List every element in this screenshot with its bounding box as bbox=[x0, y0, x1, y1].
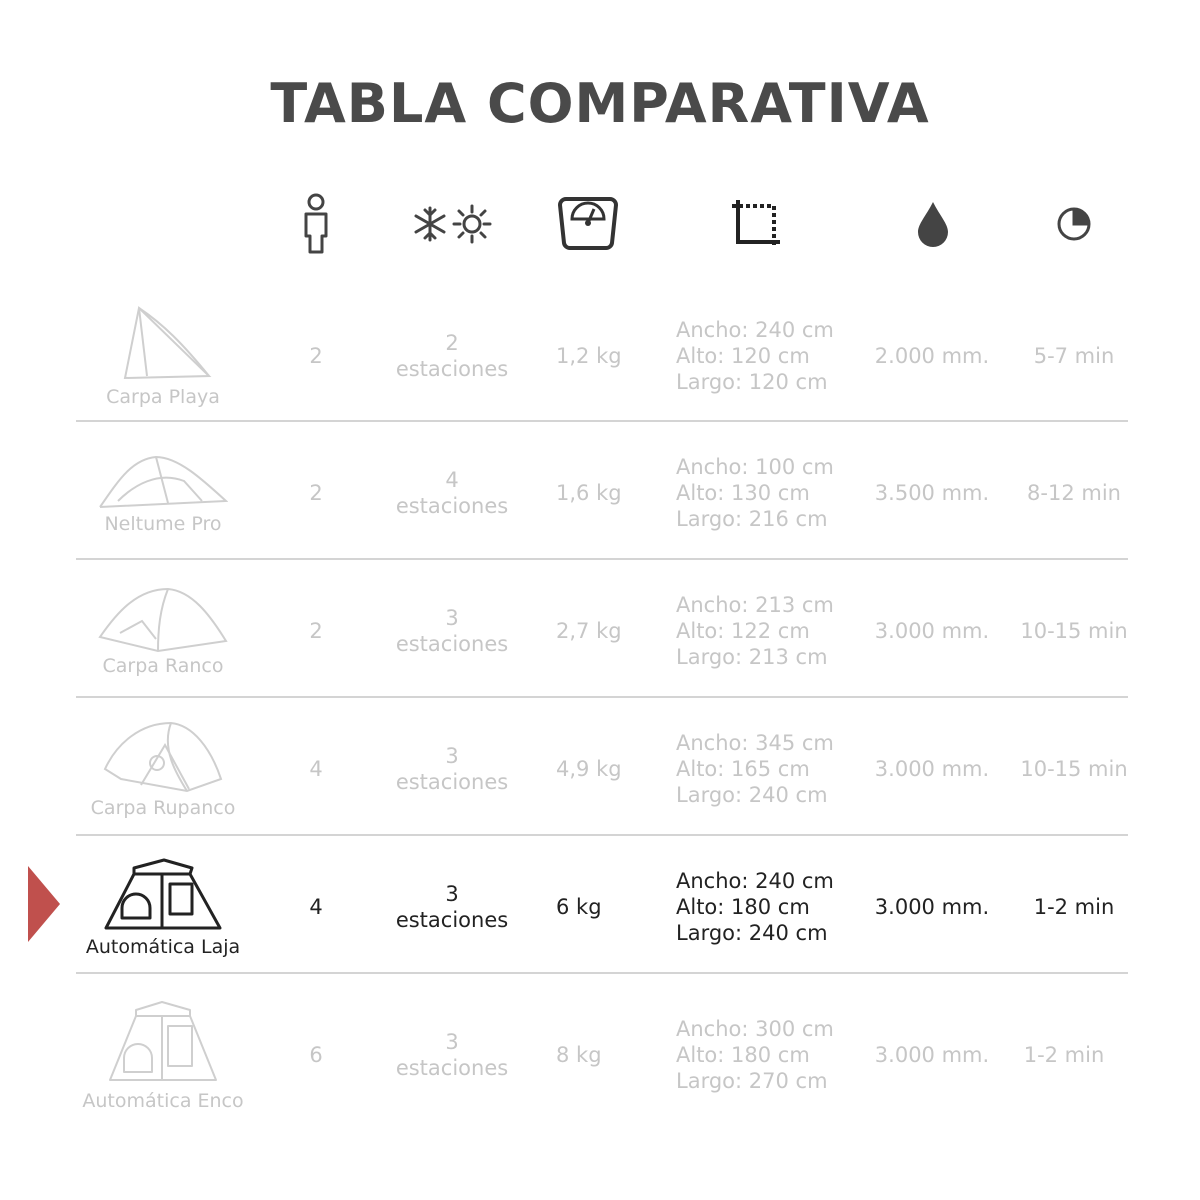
person-icon bbox=[300, 192, 332, 256]
tent-icon bbox=[101, 719, 225, 795]
dimensions-cell bbox=[676, 570, 856, 692]
waterproof-cell bbox=[862, 570, 1002, 692]
width-value: Ancho: 300 cm bbox=[676, 1017, 834, 1041]
waterproof-value: 3.000 mm. bbox=[874, 1043, 990, 1067]
tent-name: Automática Enco bbox=[82, 1090, 244, 1112]
seasons-number: 2 bbox=[445, 331, 459, 355]
persons-cell bbox=[286, 570, 346, 692]
waterproof-value: 3.500 mm. bbox=[874, 481, 990, 505]
seasons-label: estaciones bbox=[395, 632, 509, 656]
scale-icon bbox=[558, 195, 618, 251]
seasons-number: 4 bbox=[445, 468, 459, 492]
tent-cell bbox=[70, 986, 256, 1124]
tent-name: Carpa Playa bbox=[106, 386, 220, 408]
length-value: Largo: 213 cm bbox=[676, 645, 828, 669]
tent-cell bbox=[70, 846, 256, 968]
row-divider bbox=[76, 834, 1128, 836]
row-divider bbox=[76, 558, 1128, 560]
setup-time-cell bbox=[1014, 296, 1134, 416]
tent-name: Automática Laja bbox=[85, 936, 241, 958]
waterproof-cell bbox=[862, 986, 1002, 1124]
seasons-cell bbox=[380, 570, 524, 692]
tent-icon bbox=[113, 304, 213, 384]
dimensions-cell bbox=[676, 846, 856, 968]
waterproof-cell bbox=[862, 846, 1002, 968]
width-value: Ancho: 240 cm bbox=[676, 318, 834, 342]
seasons-cell bbox=[380, 986, 524, 1124]
length-value: Largo: 120 cm bbox=[676, 370, 828, 394]
persons-cell bbox=[286, 986, 346, 1124]
row-divider bbox=[76, 420, 1128, 422]
waterproof-value: 3.000 mm. bbox=[874, 895, 990, 919]
persons-cell bbox=[286, 846, 346, 968]
table-row bbox=[0, 432, 1200, 554]
weight-value: 6 kg bbox=[556, 895, 602, 919]
seasons-cell bbox=[380, 296, 524, 416]
weight-value: 1,2 kg bbox=[556, 344, 622, 368]
height-value: Alto: 180 cm bbox=[676, 895, 810, 919]
weight-value: 2,7 kg bbox=[556, 619, 622, 643]
setup-time-cell bbox=[1014, 570, 1134, 692]
tent-name: Neltume Pro bbox=[104, 513, 222, 535]
seasons-cell bbox=[380, 846, 524, 968]
page-title: TABLA COMPARATIVA bbox=[270, 72, 930, 135]
weight-value: 1,6 kg bbox=[556, 481, 622, 505]
persons-value: 2 bbox=[309, 619, 323, 643]
setup-time-value: 8-12 min bbox=[1027, 481, 1121, 505]
dimensions-cell bbox=[676, 708, 856, 830]
length-value: Largo: 270 cm bbox=[676, 1069, 828, 1093]
seasons-number: 3 bbox=[445, 606, 459, 630]
weight-cell bbox=[556, 846, 666, 968]
seasons-number: 3 bbox=[445, 1030, 459, 1054]
setup-time-value: 1-2 min bbox=[1023, 1043, 1105, 1067]
row-divider bbox=[76, 696, 1128, 698]
waterproof-value: 3.000 mm. bbox=[874, 757, 990, 781]
waterproof-value: 3.000 mm. bbox=[874, 619, 990, 643]
seasons-label: estaciones bbox=[395, 770, 509, 794]
seasons-label: estaciones bbox=[395, 357, 509, 381]
row-divider bbox=[76, 972, 1128, 974]
setup-time-cell bbox=[1014, 708, 1134, 830]
seasons-cell bbox=[380, 432, 524, 554]
dimensions-cell bbox=[676, 296, 856, 416]
dimensions-cell bbox=[676, 432, 856, 554]
persons-value: 4 bbox=[309, 895, 323, 919]
table-row bbox=[0, 296, 1200, 416]
water-drop-icon bbox=[916, 200, 950, 248]
setup-time-cell bbox=[1014, 432, 1134, 554]
seasons-cell bbox=[380, 708, 524, 830]
height-value: Alto: 122 cm bbox=[676, 619, 810, 643]
table-row bbox=[0, 986, 1200, 1124]
width-value: Ancho: 345 cm bbox=[676, 731, 834, 755]
tent-cell bbox=[70, 296, 256, 416]
setup-time-value: 10-15 min bbox=[1020, 619, 1128, 643]
tent-name: Carpa Rupanco bbox=[90, 797, 236, 819]
seasons-label: estaciones bbox=[395, 494, 509, 518]
persons-cell bbox=[286, 708, 346, 830]
persons-value: 2 bbox=[309, 344, 323, 368]
width-value: Ancho: 100 cm bbox=[676, 455, 834, 479]
dimensions-cell bbox=[676, 986, 856, 1124]
weight-cell bbox=[556, 986, 666, 1124]
setup-time-value: 1-2 min bbox=[1033, 895, 1115, 919]
width-value: Ancho: 240 cm bbox=[676, 869, 834, 893]
waterproof-value: 2.000 mm. bbox=[874, 344, 990, 368]
height-value: Alto: 120 cm bbox=[676, 344, 810, 368]
seasons-label: estaciones bbox=[395, 908, 509, 932]
setup-time-value: 5-7 min bbox=[1033, 344, 1115, 368]
persons-cell bbox=[286, 432, 346, 554]
weight-cell bbox=[556, 296, 666, 416]
tent-cell bbox=[70, 432, 256, 554]
persons-value: 6 bbox=[309, 1043, 323, 1067]
length-value: Largo: 240 cm bbox=[676, 783, 828, 807]
sun-icon bbox=[452, 204, 492, 244]
setup-time-cell bbox=[1014, 846, 1134, 968]
snowflake-icon bbox=[412, 206, 448, 242]
waterproof-cell bbox=[862, 432, 1002, 554]
table-row-active bbox=[0, 846, 1200, 968]
seasons-number: 3 bbox=[445, 744, 459, 768]
length-value: Largo: 216 cm bbox=[676, 507, 828, 531]
persons-value: 2 bbox=[309, 481, 323, 505]
height-value: Alto: 180 cm bbox=[676, 1043, 810, 1067]
tent-cell bbox=[70, 708, 256, 830]
waterproof-cell bbox=[862, 708, 1002, 830]
persons-value: 4 bbox=[309, 757, 323, 781]
setup-time-cell bbox=[1004, 986, 1124, 1124]
clock-icon bbox=[1056, 206, 1092, 242]
tent-cell bbox=[70, 570, 256, 692]
persons-cell bbox=[286, 296, 346, 416]
weight-cell bbox=[556, 432, 666, 554]
table-row bbox=[0, 570, 1200, 692]
setup-time-value: 10-15 min bbox=[1020, 757, 1128, 781]
weight-cell bbox=[556, 708, 666, 830]
tent-name: Carpa Ranco bbox=[102, 655, 224, 677]
tent-icon bbox=[104, 998, 222, 1088]
width-value: Ancho: 213 cm bbox=[676, 593, 834, 617]
waterproof-cell bbox=[862, 296, 1002, 416]
height-value: Alto: 130 cm bbox=[676, 481, 810, 505]
weight-value: 8 kg bbox=[556, 1043, 602, 1067]
seasons-label: estaciones bbox=[395, 1056, 509, 1080]
weight-cell bbox=[556, 570, 666, 692]
seasons-number: 3 bbox=[445, 882, 459, 906]
tent-icon bbox=[98, 451, 228, 511]
dimensions-icon bbox=[730, 198, 782, 250]
tent-icon bbox=[104, 856, 222, 934]
weight-value: 4,9 kg bbox=[556, 757, 622, 781]
height-value: Alto: 165 cm bbox=[676, 757, 810, 781]
tent-icon bbox=[98, 585, 228, 653]
length-value: Largo: 240 cm bbox=[676, 921, 828, 945]
table-row bbox=[0, 708, 1200, 830]
